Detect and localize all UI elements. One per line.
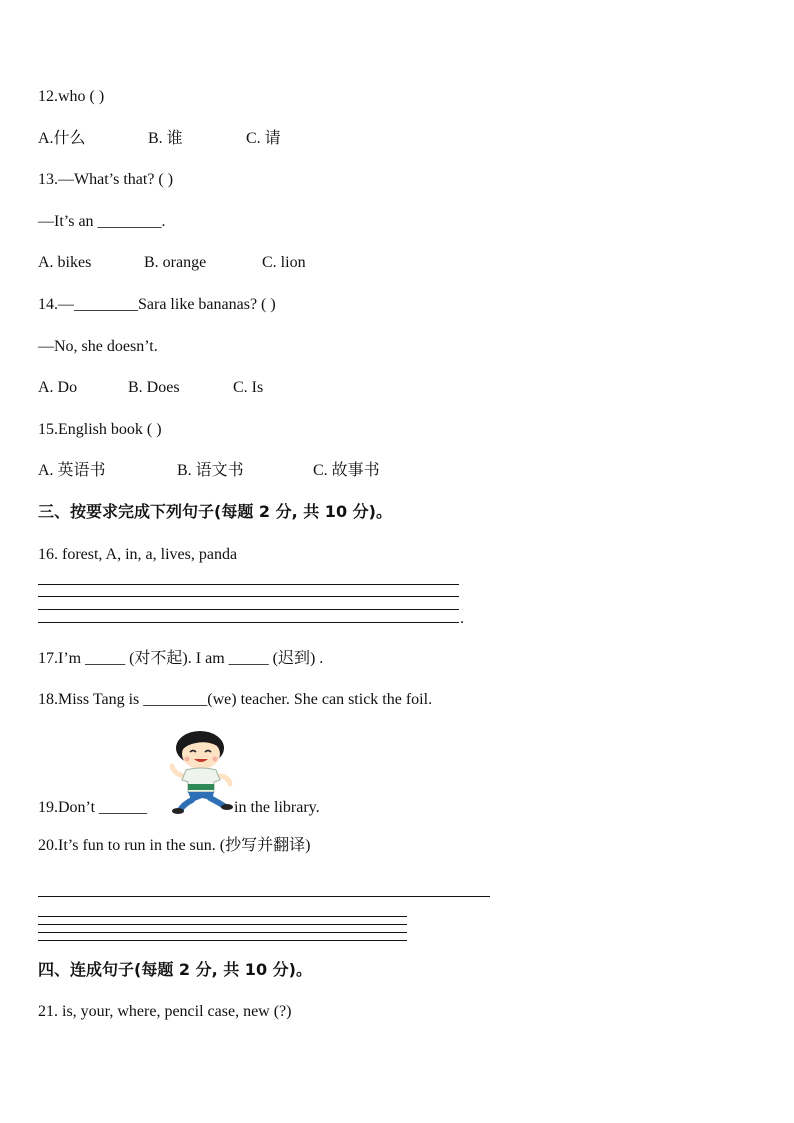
section-4-heading: 四、连成句子(每题 2 分, 共 10 分)。 [38, 960, 312, 979]
answer-line[interactable] [38, 896, 490, 897]
question-18: 18.Miss Tang is ________(we) teacher. She can stick the foil. [38, 691, 433, 708]
question-12-stem: 12.who ( ) [38, 88, 105, 105]
section-3-heading: 三、按要求完成下列句子(每题 2 分, 共 10 分)。 [38, 502, 392, 521]
question-13-options [38, 253, 306, 273]
question-14-options [38, 378, 263, 398]
answer-line[interactable] [38, 584, 459, 585]
answer-line[interactable] [38, 622, 459, 623]
option-b[interactable]: B. 谁 [148, 130, 183, 147]
option-b[interactable]: B. Does [128, 379, 180, 396]
answer-line[interactable] [38, 609, 459, 610]
question-19-before: 19.Don’t ______ [38, 799, 148, 816]
option-c[interactable]: C. 请 [246, 130, 281, 147]
question-16-stem: 16. forest, A, in, a, lives, panda [38, 546, 238, 563]
option-c[interactable]: C. 故事书 [313, 462, 380, 479]
option-a[interactable]: A. bikes [38, 254, 92, 271]
question-13-answer-line: —It’s an ________. [38, 213, 166, 230]
answer-line[interactable] [38, 932, 407, 933]
option-a[interactable]: A. Do [38, 379, 78, 396]
option-a[interactable]: A.什么 [38, 130, 86, 147]
option-c[interactable]: C. Is [233, 379, 264, 396]
question-21: 21. is, your, where, pencil case, new (?) [38, 1003, 292, 1020]
question-17: 17.I’m _____ (对不起). I am _____ (迟到) . [38, 650, 324, 667]
option-a[interactable]: A. 英语书 [38, 462, 106, 479]
question-14-answer-line: —No, she doesn’t. [38, 338, 158, 355]
option-b[interactable]: B. orange [144, 254, 207, 271]
option-b[interactable]: B. 语文书 [177, 462, 244, 479]
question-13-stem: 13.—What’s that? ( ) [38, 171, 174, 188]
answer-line[interactable] [38, 916, 407, 917]
question-14-stem: 14.—________Sara like bananas? ( ) [38, 296, 276, 313]
option-c[interactable]: C. lion [262, 254, 306, 271]
running-boy-picture [168, 730, 236, 814]
question-16-period: . [460, 610, 464, 627]
question-12-options [38, 129, 281, 149]
question-19-after: in the library. [234, 799, 320, 816]
question-20: 20.It’s fun to run in the sun. (抄写并翻译) [38, 837, 311, 854]
answer-line[interactable] [38, 924, 407, 925]
answer-line[interactable] [38, 596, 459, 597]
answer-line[interactable] [38, 940, 407, 941]
question-15-options [38, 461, 380, 481]
question-15-stem: 15.English book ( ) [38, 421, 162, 438]
